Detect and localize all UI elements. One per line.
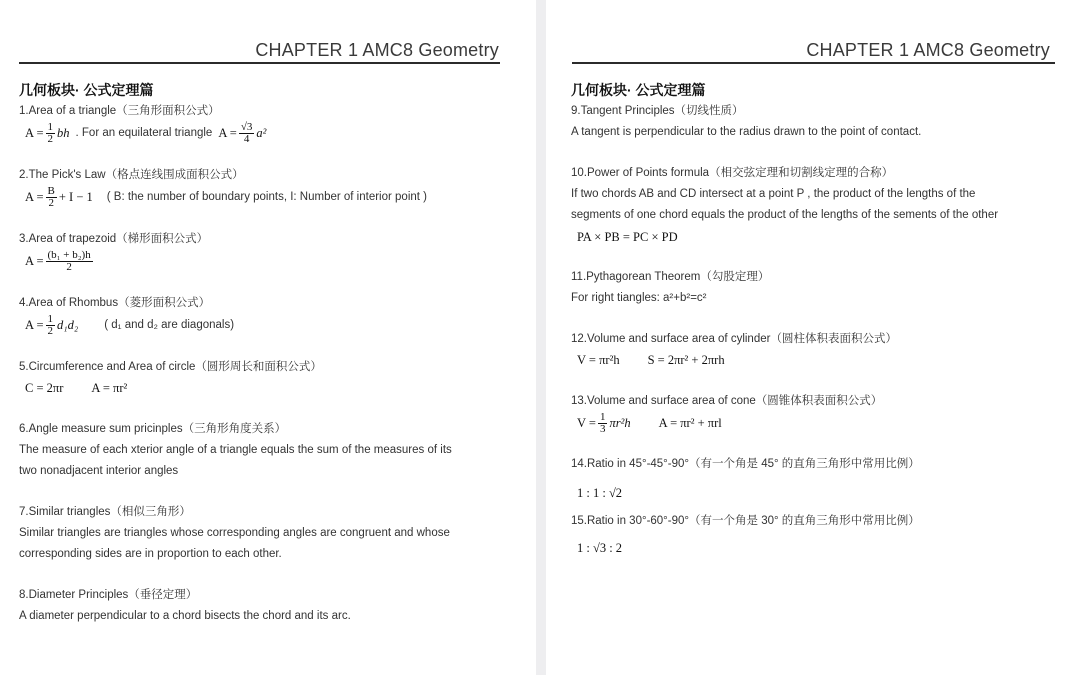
formula [19, 186, 519, 209]
formula [19, 250, 519, 273]
header-rule [19, 62, 500, 64]
item-title: 15.Ratio in 30°-60°-90°（有一个角是 30° 的直角三角形中常用比例） [571, 515, 920, 527]
item-title: 13.Volume and surface area of cone（圆锥体积表面积公式） [571, 395, 883, 407]
denominator: 2 [66, 261, 72, 273]
formula [19, 378, 519, 399]
item-title: 6.Angle measure sum pricinples（三角形角度关系） [19, 423, 287, 435]
item-text: The measure of each xterior angle of a triangle equals the sum of the measures of its [19, 444, 452, 456]
right-page [546, 0, 1080, 675]
item-title: 1.Area of a triangle（三角形面积公式） [19, 105, 220, 117]
formula-volume: V = πr²h [577, 353, 620, 367]
numerator: 1 [47, 121, 54, 133]
formula: 1 : 1 : √2 [577, 485, 623, 500]
fraction [46, 314, 56, 337]
formula [19, 122, 519, 145]
fraction [46, 186, 57, 209]
item-cylinder [571, 329, 1071, 371]
item-title: 3.Area of trapezoid（梯形面积公式） [19, 233, 209, 245]
item-title: 2.The Pick's Law（格点连线围成面积公式） [19, 169, 244, 181]
formula-term: bh [57, 126, 70, 140]
numerator: (b₁ + b₂)h [47, 249, 91, 261]
formula-circumference: C = 2πr [25, 381, 64, 395]
left-content [19, 79, 519, 627]
formula-term: a² [256, 126, 267, 140]
item-title: 4.Area of Rhombus（菱形面积公式） [19, 297, 211, 309]
numerator: √3 [240, 121, 253, 133]
denominator: 2 [47, 325, 54, 337]
item-title: 9.Tangent Principles（切线性质） [571, 105, 744, 117]
formula: PA × PB = PC × PD [577, 229, 678, 244]
fraction [46, 250, 93, 273]
fraction [239, 122, 255, 145]
formula-lhs: A = [25, 126, 44, 140]
formula-lhs: A = [25, 190, 44, 204]
item-title: 11.Pythagorean Theorem（勾股定理） [571, 271, 770, 283]
item-ratio-30 [571, 511, 1071, 564]
formula-lhs: A = [218, 126, 237, 140]
formula [571, 350, 1071, 371]
formula [571, 412, 1071, 435]
item-title: 14.Ratio in 45°-45°-90°（有一个角是 45° 的直角三角形中常用比例） [571, 458, 920, 470]
chapter-header: CHAPTER 1 AMC8 Geometry [255, 40, 499, 60]
formula-surface: A = πr² + πrl [658, 416, 722, 430]
item-text: segments of one chord equals the product of the lengths of the sements of the other [571, 209, 999, 221]
numerator: B [47, 185, 55, 197]
item-title: 10.Power of Points formula（相交弦定理和切割线定理的合称） [571, 167, 894, 179]
item-text: For right tiangles: a²+b²=c² [571, 292, 707, 304]
fraction [598, 412, 608, 435]
formula: 1 : √3 : 2 [577, 540, 623, 555]
item-title: 12.Volume and surface area of cylinder（圆柱体积表面积公式） [571, 333, 897, 345]
item-text: If two chords AB and CD intersect at a point P , the product of the lengths of the [571, 188, 976, 200]
formula-term: + I − 1 [58, 190, 93, 204]
numerator: 1 [47, 313, 54, 325]
formula-term: d₁d₂ [57, 318, 79, 332]
section-title: 几何板块· 公式定理篇 [571, 82, 706, 98]
formula-note: . For an equilateral triangle [75, 127, 213, 139]
item-angle-sum [19, 419, 519, 482]
item-tangent [571, 101, 1071, 143]
item-diameter [19, 585, 519, 627]
chapter-header: CHAPTER 1 AMC8 Geometry [806, 40, 1050, 60]
item-power-of-point [571, 163, 1071, 248]
item-title: 8.Diameter Principles（垂径定理） [19, 589, 198, 601]
left-page [0, 0, 536, 675]
denominator: 4 [243, 133, 250, 145]
item-cone [571, 391, 1071, 435]
item-text: corresponding sides are in proportion to each other. [19, 548, 282, 560]
item-text: Similar triangles are triangles whose corresponding angles are congruent and whose [19, 527, 450, 539]
item-title: 5.Circumference and Area of circle（圆形周长和面积公式） [19, 361, 322, 373]
item-similar-triangles [19, 502, 519, 565]
formula-note: ( d₁ and d₂ are diagonals) [104, 319, 235, 331]
section-title: 几何板块· 公式定理篇 [19, 82, 154, 98]
item-ratio-45 [571, 454, 1071, 511]
item-text: two nonadjacent interior angles [19, 465, 179, 477]
item-title: 7.Similar triangles（相似三角形） [19, 506, 191, 518]
denominator: 3 [599, 423, 606, 435]
denominator: 2 [48, 197, 54, 209]
item-rhombus-area [19, 293, 519, 337]
item-trapezoid-area [19, 229, 519, 273]
item-pythagorean [571, 267, 1071, 309]
formula-surface: S = 2πr² + 2πrh [647, 353, 725, 367]
item-picks-law [19, 165, 519, 209]
formula [19, 314, 519, 337]
formula-lhs: A = [25, 318, 44, 332]
right-content [571, 79, 1071, 564]
formula-area: A = πr² [91, 381, 128, 395]
item-text: A diameter perpendicular to a chord bisects the chord and its arc. [19, 610, 351, 622]
formula-note: ( B: the number of boundary points, I: Number of interior point ) [106, 191, 427, 203]
item-triangle-area [19, 101, 519, 145]
item-circle [19, 357, 519, 399]
fraction [46, 122, 56, 145]
header-rule [572, 62, 1055, 64]
formula-term: πr²h [609, 416, 631, 430]
formula-lhs: A = [25, 254, 44, 268]
formula-lhs: V = [577, 416, 596, 430]
item-text: A tangent is perpendicular to the radius drawn to the point of contact. [571, 126, 922, 138]
numerator: 1 [599, 411, 606, 423]
denominator: 2 [47, 133, 54, 145]
